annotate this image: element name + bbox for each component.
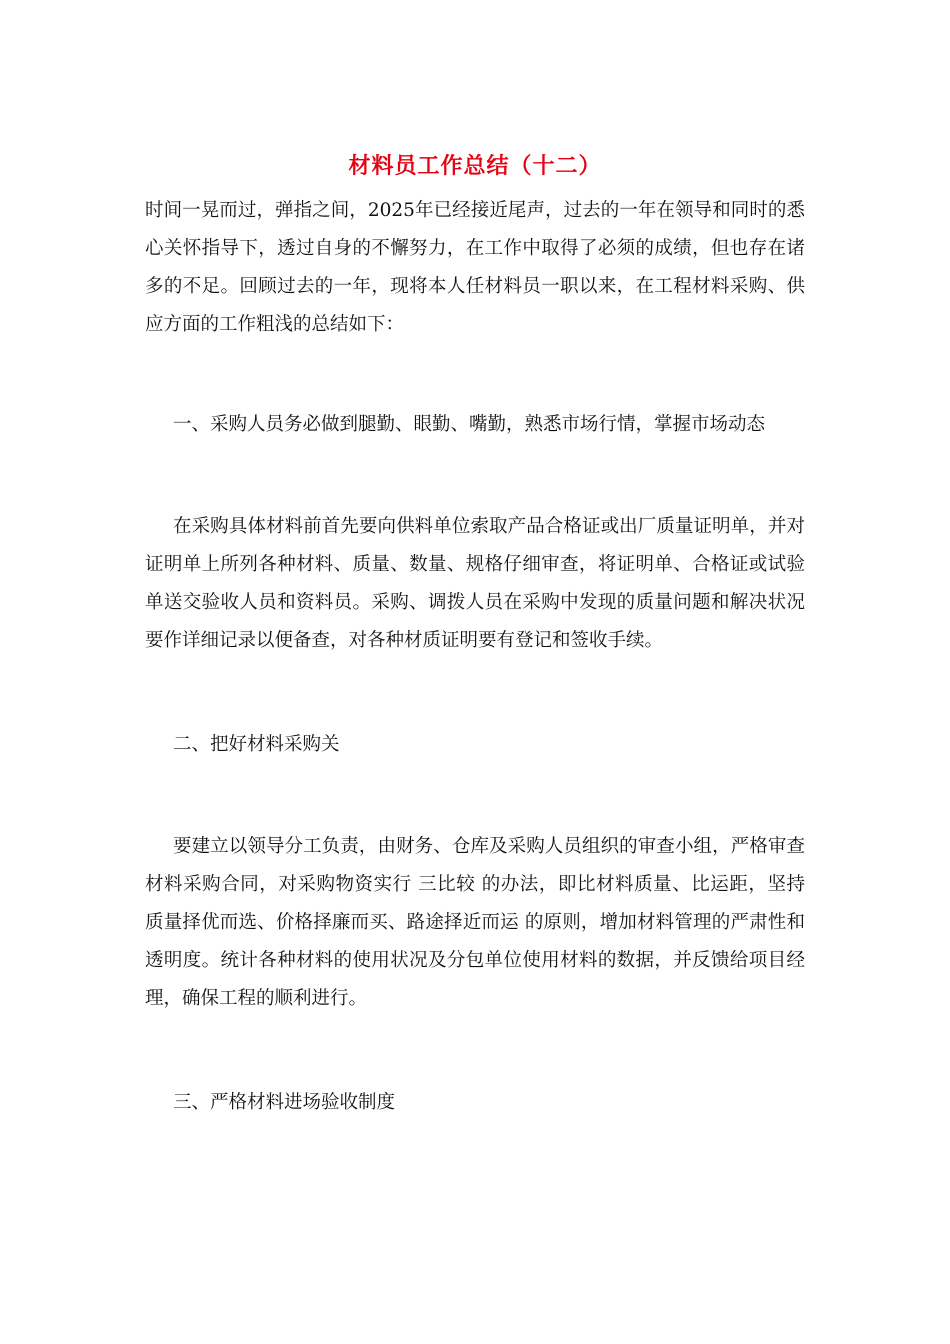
document-title: 材料员工作总结（十二） <box>348 154 602 179</box>
section-2-body: 要建立以领导分工负责，由财务、仓库及采购人员组织的审查小组，严格审查材料采购合同，对采购物资实行 三比较 的办法，即比材料质量、比运距，坚持 质量择优而选、价格择廉而买、路途择近而运 的原则，增加材料管理的严肃性和透明度。统计各种材料的使用状况及分包单位使用材料的数据，并反馈给项目经理，确保工程的顺利进行。 <box>145 836 805 1009</box>
section-3-heading: 三、严格材料进场验收制度 <box>173 1092 396 1113</box>
section-2-heading: 二、把好材料采购关 <box>173 734 340 755</box>
intro-paragraph: 时间一晃而过，弹指之间，2025年已经接近尾声，过去的一年在领导和同时的悉心关怀指导下，透过自身的不懈努力，在工作中取得了必须的成绩，但也存在诸多的不足。回顾过去的一年，现将本人任材料员一职以来，在工程材料采购、供应方面的工作粗浅的总结如下： <box>145 200 805 335</box>
section-1-heading: 一、采购人员务必做到腿勤、眼勤、嘴勤，熟悉市场行情，掌握市场动态 <box>173 414 766 435</box>
section-1-body: 在采购具体材料前首先要向供料单位索取产品合格证或出厂质量证明单，并对证明单上所列各种材料、质量、数量、规格仔细审查，将证明单、合格证或试验单送交验收人员和资料员。采购、调拨人员在采购中发现的质量问题和解决状况要作详细记录以便备查，对各种材质证明要有登记和签收手续。 <box>145 516 805 651</box>
